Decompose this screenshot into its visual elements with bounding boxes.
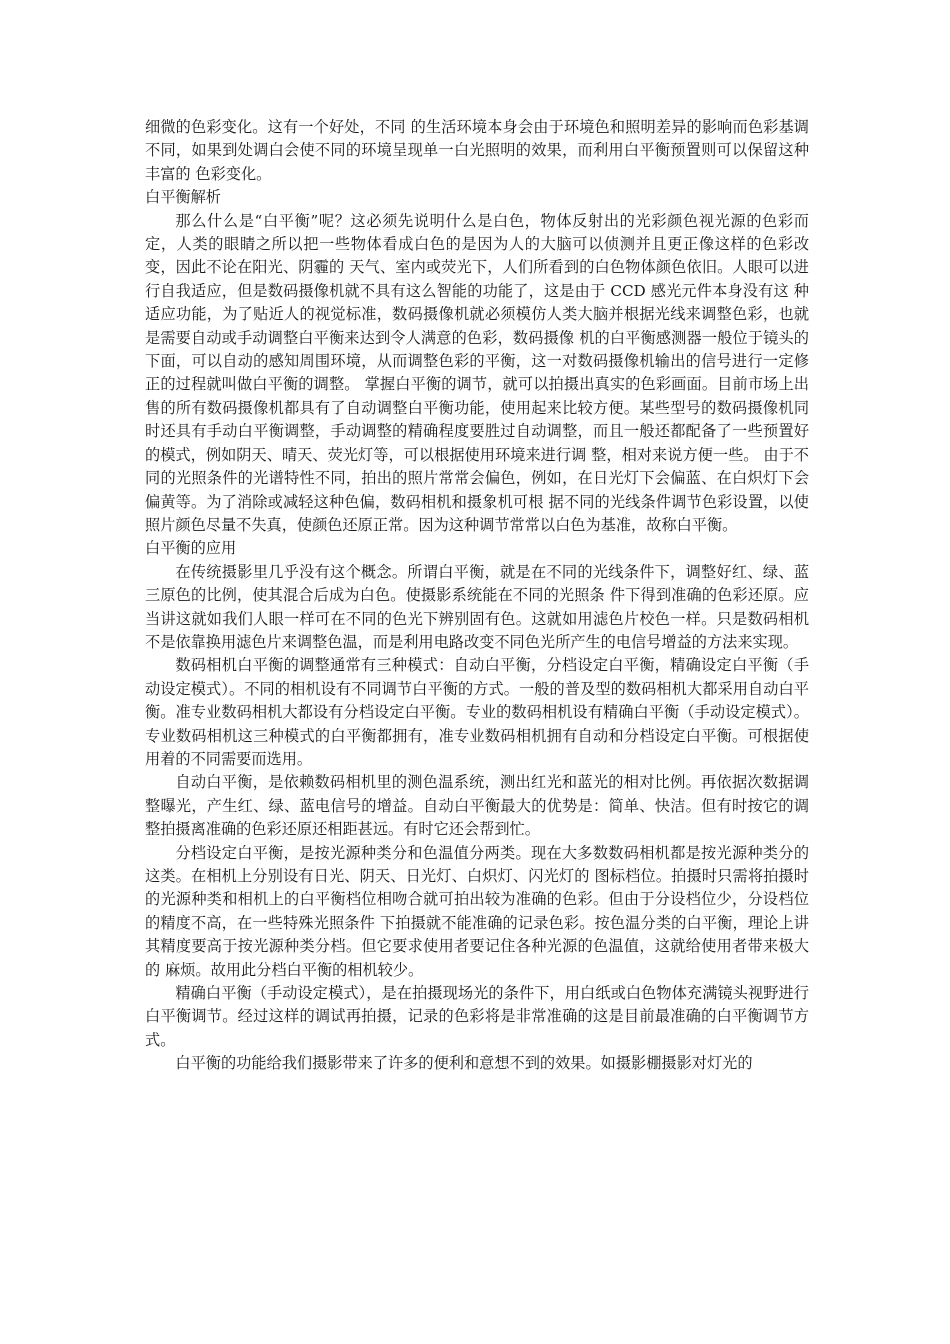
body-paragraph: 数码相机白平衡的调整通常有三种模式：自动白平衡，分档设定白平衡，精确设定白平衡（手动设定模式）。不同的相机设有不同调节白平衡的方式。一般的普及型的数码相机大都采用自动白平衡。准专业数码相机大都设有分档设定白平衡。专业的数码相机设有精确白平衡（手动设定模式）。专业数码相机这三种模式的白平衡都拥有，准专业数码相机拥有自动和分档设定白平衡。可根据使用着的不同需要而选用。 [145,656,809,768]
section-heading-white-balance-application: 白平衡的应用 [145,539,237,558]
intro-paragraph: 细微的色彩变化。这有一个好处，不同 的生活环境本身会由于环境色和照明差异的影响而色彩基调不同，如果到处调白会使不同的环境呈现单一白光照明的效果，而利用白平衡预置则可以保留这种丰富的 色彩变化。 [145,118,809,183]
section-body-white-balance-analysis: 那么什么是“白平衡”呢？这必须先说明什么是白色，物体反射出的光彩颜色视光源的色彩而定，人类的眼睛之所以把一些物体看成白色的是因为人的大脑可以侦测并且更正像这样的色彩改变，因此不论在阳光、阴霾的 天气、室内或荧光下，人们所看到的白色物体颜色依旧。人眼可以进行自我适应，但是数码摄像机就不具有这么智能的功能了，这是由于 CCD 感光元件本身没有这 种适应功能，为了贴近人的视觉标准，数码摄像机就必须模仿人类大脑并根据光线来调整色彩，也就是需要自动或手动调整白平衡来达到令人满意的色彩，数码摄像 机的白平衡感测器一般位于镜头的下面，可以自动的感知周围环境，从而调整色彩的平衡，这一对数码摄像机输出的信号进行一定修正的过程就叫做白平衡的调整。 掌握白平衡的调节，就可以拍摄出真实的色彩画面。目前市场上出售的所有数码摄像机都具有了自动调整白平衡功能，使用起来比较方便。某些型号的数码摄像机同 时还具有手动白平衡调整，手动调整的精确程度要胜过自动调整，而且一般还都配备了一些预置好的模式，例如阴天、晴天、荧光灯等，可以根据使用环境来进行调 整，相对来说方便一些。 由于不同的光照条件的光谱特性不同，拍出的照片常常会偏色，例如，在日光灯下会偏蓝、在白炽灯下会偏黄等。为了消除或减轻这种色偏，数码相机和摄象机可根 据不同的光线条件调节色彩设置，以使照片颜色尽量不失真，使颜色还原正常。因为这种调节常常以白色为基准，故称白平衡。 [145,211,809,534]
document-page [145,116,809,1076]
body-paragraph: 精确白平衡（手动设定模式），是在拍摄现场光的条件下，用白纸或白色物体充满镜头视野进行白平衡调节。经过这样的调试再拍摄，记录的色彩将是非常准确的这是目前最准确的白平衡调节方式。 [145,984,809,1049]
body-paragraph: 白平衡的功能给我们摄影带来了许多的便利和意想不到的效果。如摄影棚摄影对灯光的 [175,1054,753,1073]
body-paragraph: 在传统摄影里几乎没有这个概念。所谓白平衡，就是在不同的光线条件下，调整好红、绿、蓝三原色的比例，使其混合后成为白色。使摄影系统能在不同的光照条 件下得到准确的色彩还原。应当讲这就如我们人眼一样可在不同的色光下辨别固有色。这就如用滤色片校色一样。只是数码相机不是依靠换用滤色片来调整色温，而是利用电路改变不同色光所产生的电信号增益的方法来实现。 [145,562,809,651]
body-paragraph: 分档设定白平衡，是按光源种类分和色温值分两类。现在大多数数码相机都是按光源种类分的这类。在相机上分别设有日光、阴天、日光灯、白炽灯、闪光灯的 图标档位。拍摄时只需将拍摄时的光源种类和相机上的白平衡档位相吻合就可拍出较为准确的色彩。但由于分设档位少，分设档位的精度不高，在一些特殊光照条件 下拍摄就不能准确的记录色彩。按色温分类的白平衡，理论上讲其精度要高于按光源种类分档。但它要求使用者要记住各种光源的色温值，这就给使用者带来极大的 麻烦。故用此分档白平衡的相机较少。 [145,843,809,979]
body-paragraph: 自动白平衡，是依赖数码相机里的测色温系统，测出红光和蓝光的相对比例。再依据次数据调整曝光，产生红、绿、蓝电信号的增益。自动白平衡最大的优势是：简单、快洁。但有时按它的调整拍摄离准确的色彩还原还相距甚远。有时它还会帮到忙。 [145,773,809,839]
section-heading-white-balance-analysis: 白平衡解析 [145,188,221,207]
